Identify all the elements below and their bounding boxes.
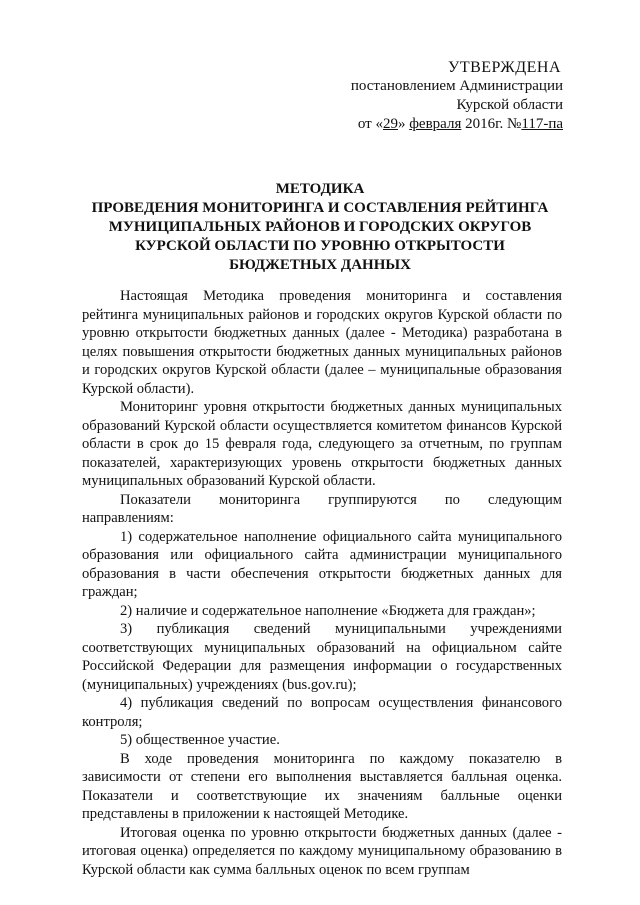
title-line-1: МЕТОДИКА (275, 181, 365, 197)
date-day: 29 (382, 116, 398, 132)
approval-line-decree: постановлением Администрации (350, 78, 563, 94)
list-item-1: 1) содержательное наполнение официального сайта муниципального образования или официального сайта администрации муниципального образования в части обеспечения открытости бюджетных данных для граждан; (82, 528, 562, 600)
date-prefix: от « (357, 116, 383, 132)
approval-stamp: УТВЕРЖДЕНА (447, 59, 561, 76)
paragraph-groups (82, 491, 562, 510)
list-item-3: 3) публикация сведений муниципальными учреждениями соответствующих муниципальных образований на официальном сайте Российской Федерации для размещения информации о государственных (муниципальных) учреждениях (bus.gov.ru); (82, 621, 562, 693)
list-item-2: 2) наличие и содержательное наполнение «Бюджета для граждан»; (120, 602, 536, 619)
date-mid: » (397, 116, 410, 132)
paragraph-groups-line1: Показатели мониторинга группируются по следующим (120, 491, 562, 508)
paragraph-final-score: Итоговая оценка по уровню открытости бюджетных данных (далее - итоговая оценка) определяется по каждому муниципальному образованию в Курской области как сумма балльных оценок по всем группам (82, 824, 562, 878)
paragraph-intro: Настоящая Методика проведения мониторинга и составления рейтинга муниципальных районов и городских округов Курской области по уровню открытости бюджетных данных (далее - Методика) разработана в целях повышения открытости бюджетных данных муниципальных районов и городских округов Курской области (далее – муниципальные образования Курской области). (82, 288, 562, 397)
date-month: февраля (409, 116, 462, 132)
list-item-4: 4) публикация сведений по вопросам осуществления финансового контроля; (82, 695, 562, 730)
title-line-2: ПРОВЕДЕНИЯ МОНИТОРИНГА И СОСТАВЛЕНИЯ РЕЙТИНГА (91, 200, 549, 216)
approval-date-line (303, 115, 563, 134)
date-year: 2016г. № (461, 116, 522, 132)
title-line-5: БЮДЖЕТНЫХ ДАННЫХ (229, 257, 411, 273)
paragraph-monitoring: Мониторинг уровня открытости бюджетных данных муниципальных образований Курской области осуществляется комитетом финансов Курской области в срок до 15 февраля года, следующего за отчетным, по группам показателей, характеризующих уровень открытости бюджетных данных муниципальных образований Курской области. (82, 399, 562, 489)
decree-number: 117-па (521, 116, 563, 132)
approval-block (303, 58, 563, 134)
title-line-3: МУНИЦИПАЛЬНЫХ РАЙОНОВ И ГОРОДСКИХ ОКРУГОВ (108, 219, 532, 235)
title-line-4: КУРСКОЙ ОБЛАСТИ ПО УРОВНЮ ОТКРЫТОСТИ (135, 238, 505, 254)
approval-line-region: Курской области (456, 97, 563, 113)
paragraph-scoring: В ходе проведения мониторинга по каждому показателю в зависимости от степени его выполнения выставляется балльная оценка. Показатели и соответствующие их значениям балльные оценки представлены в приложении к настоящей Методике. (82, 750, 562, 822)
paragraph-groups-cont: направлениям: (82, 510, 174, 526)
document-body (82, 287, 562, 879)
list-item-5: 5) общественное участие. (120, 732, 280, 748)
document-title (70, 180, 570, 275)
